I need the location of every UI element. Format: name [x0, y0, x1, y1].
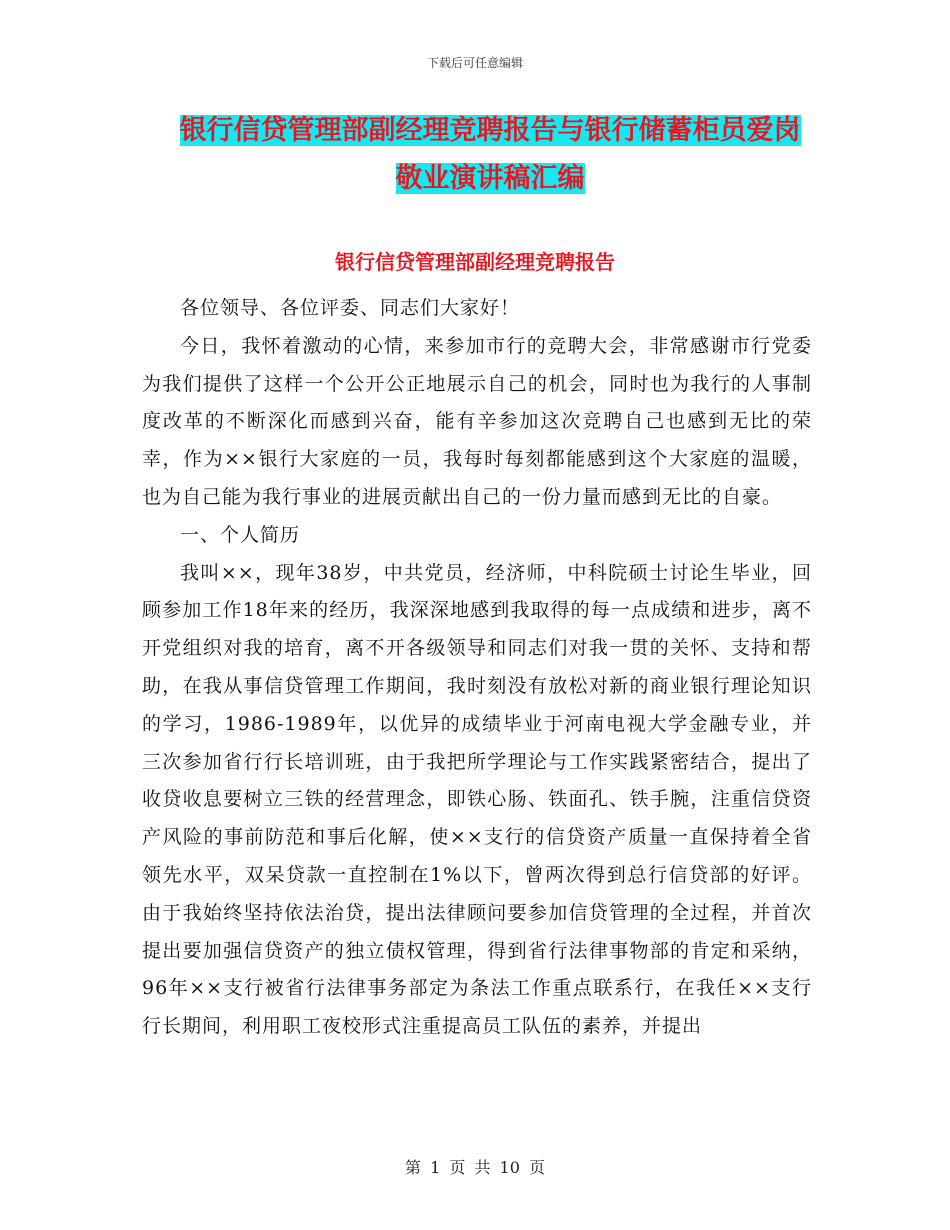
paragraph-intro: 今日，我怀着激动的心情，来参加市行的竞聘大会，非常感谢市行党委为我们提供了这样一个公开公正地展示自己的机会，同时也为我行的人事制度改革的不断深化而感到兴奋，能有辛参加这次竞聘自己也感到无比的荣幸，作为××银行大家庭的一员，我每时每刻都能感到这个大家庭的温暖，也为自己能为我行事业的进展贡献出自己的一份力量而感到无比的自豪。	[142, 334, 812, 508]
paragraph-resume: 我叫××，现年38岁，中共党员，经济师，中科院硕士讨论生毕业，回顾参加工作18年来的经历，我深深地感到我取得的每一点成绩和进步，离不开党组织对我的培育，离不开各级领导和同志们对我一贯的关怀、支持和帮助，在我从事信贷管理工作期间，我时刻没有放松对新的商业银行理论知识的学习，1986-1989年，以优异的成绩毕业于河南电视大学金融专业，并三次参加省行行长培训班，由于我把所学理论与工作实践紧密结合，提出了收贷收息要树立三铁的经营理念，即铁心肠、铁面孔、铁手腕，注重信贷资产风险的事前防范和事后化解，使××支行的信贷资产质量一直保持着全省领先水平，双呆贷款一直控制在1%以下，曾两次得到总行信贷部的好评。由于我始终坚持依法治贷，提出法律顾问要参加信贷管理的全过程，并首次提出要加强信贷资产的独立债权管理，得到省行法律事物部的肯定和采纳，96年××支行被省行法律事务部定为条法工作重点联系行，在我任××支行行长期间，利用职工夜校形式注重提高员工队伍的素养，并提出	[142, 561, 812, 1038]
page-footer: 第 1 页 共 10 页	[405, 1158, 545, 1177]
paragraph-heading-resume: 一、个人简历	[180, 523, 301, 546]
paragraph-greeting: 各位领导、各位评委、同志们大家好！	[180, 297, 521, 319]
header-note: 下载后可任意编辑	[426, 56, 523, 70]
document-title-line-2: 敬业演讲稿汇编	[395, 163, 585, 194]
section-title: 银行信贷管理部副经理竞聘报告	[335, 250, 615, 274]
body-text	[142, 290, 812, 1046]
document-title	[140, 107, 840, 203]
document-title-line-1: 银行信贷管理部副经理竞聘报告与银行储蓄柜员爱岗	[179, 115, 801, 146]
